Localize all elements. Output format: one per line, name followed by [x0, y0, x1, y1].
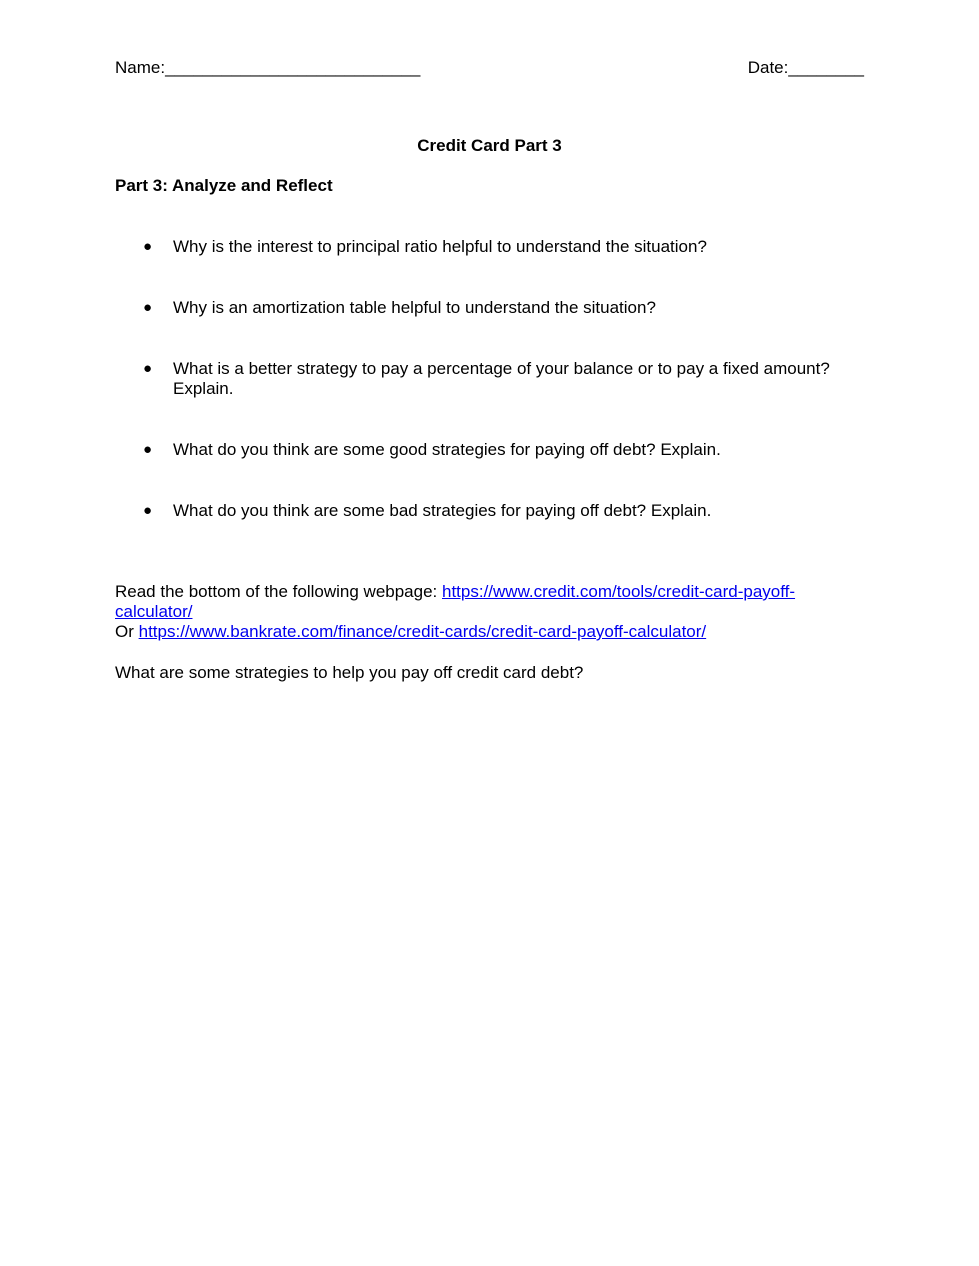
question-text: Why is an amortization table helpful to understand the situation? [173, 298, 656, 317]
reading-intro: Read the bottom of the following webpage: [115, 582, 442, 601]
question-text: Why is the interest to principal ratio helpful to understand the situation? [173, 237, 707, 256]
name-field-label: Name:___________________________ [115, 58, 421, 77]
question-item [115, 237, 865, 257]
final-question: What are some strategies to help you pay off credit card debt? [115, 663, 584, 682]
bullet-icon: ● [143, 502, 153, 519]
or-label: Or [115, 622, 139, 641]
credit-com-link-continued[interactable]: calculator/ [115, 602, 193, 621]
document-title: Credit Card Part 3 [417, 136, 562, 155]
question-item [115, 359, 865, 399]
question-item [115, 501, 865, 521]
reading-instructions [115, 582, 865, 642]
bullet-icon: ● [143, 360, 153, 377]
bullet-icon: ● [143, 299, 153, 316]
credit-com-link[interactable]: https://www.credit.com/tools/credit-card-payoff- [442, 582, 796, 601]
question-text: What do you think are some bad strategies for paying off debt? Explain. [173, 501, 712, 520]
question-item [115, 298, 865, 318]
reading-line-3 [115, 622, 865, 642]
question-text: What do you think are some good strategies for paying off debt? Explain. [173, 440, 721, 459]
question-item [115, 440, 865, 460]
question-list [115, 237, 865, 562]
bullet-icon: ● [143, 238, 153, 255]
date-field-label: Date:________ [747, 58, 864, 77]
section-heading: Part 3: Analyze and Reflect [115, 176, 333, 195]
bankrate-link[interactable]: https://www.bankrate.com/finance/credit-cards/credit-card-payoff-calculator/ [138, 622, 707, 641]
reading-line-2 [115, 602, 865, 622]
reading-line-1 [115, 582, 865, 602]
question-text: What is a better strategy to pay a percentage of your balance or to pay a fixed amount? Explain. [173, 359, 830, 398]
bullet-icon: ● [143, 441, 153, 458]
